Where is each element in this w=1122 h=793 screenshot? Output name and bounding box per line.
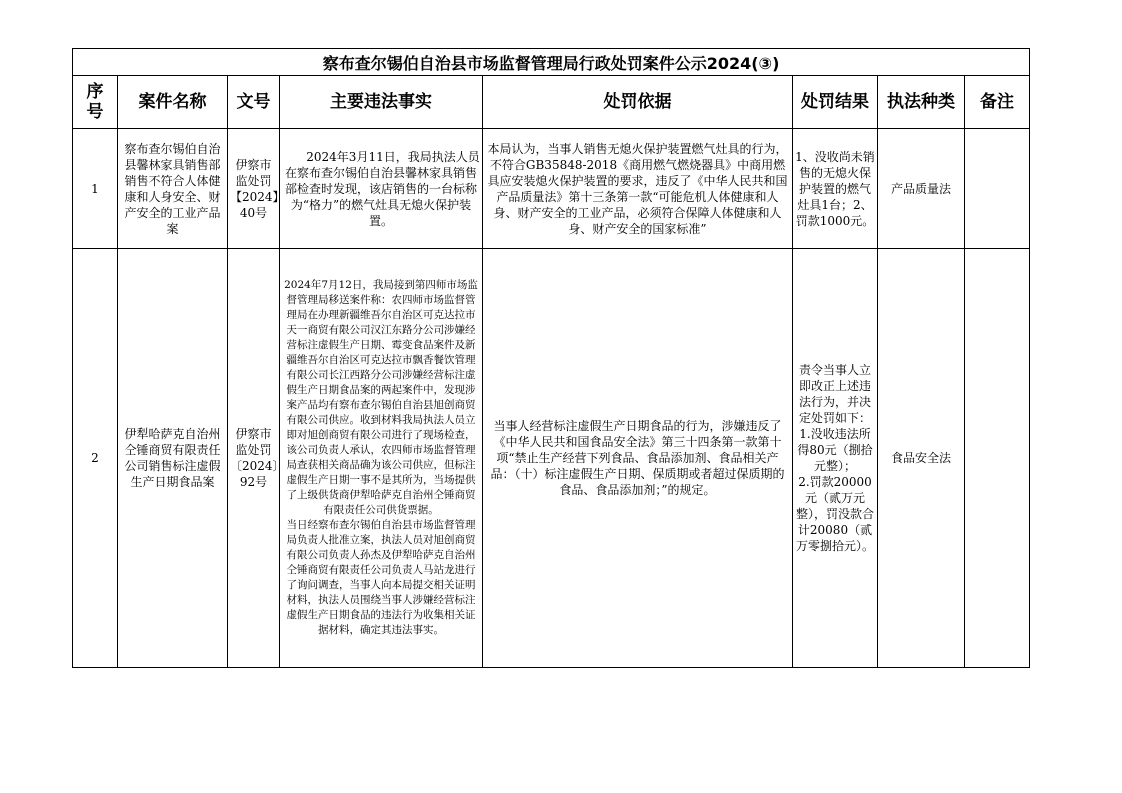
table-row — [73, 249, 1030, 668]
facts-paragraph-2: 当日经察布查尔锡伯自治县市场监督管理局负责人批准立案，执法人员对旭创商贸有限公司负责人孙杰及伊犁哈萨克自治州仝锤商贸有限责任公司负责人马站龙进行了询问调查，当事人向本局提交相关证明材料，执法人员围绕当事人涉嫌经营标注虚假生产日期食品的违法行为收集相关证据材料，确定其违法事实。 — [286, 519, 476, 636]
cell-doc-no: 伊察市监处罚【2024】40号 — [228, 129, 280, 249]
header-seq: 序 号 — [73, 76, 118, 129]
header-result: 处罚结果 — [793, 76, 878, 129]
cell-facts: 2024年3月11日，我局执法人员在察布查尔锡伯自治县馨林家具销售部检查时发现，该店销售的一台标称为“格力”的燃气灶具无熄火保护装置。 — [280, 129, 483, 249]
header-basis: 处罚依据 — [483, 76, 793, 129]
cell-facts — [280, 249, 483, 668]
cell-seq: 2 — [73, 249, 118, 668]
header-remark: 备注 — [965, 76, 1030, 129]
cell-basis: 本局认为，当事人销售无熄火保护装置燃气灶具的行为，不符合GB35848-2018《商用燃气燃烧器具》中商用燃具应安装熄火保护装置的要求，违反了《中华人民共和国产品质量法》第十三条第一款“可能危机人体健康和人身、财产安全的工业产品，必须符合保障人体健康和人身、财产安全的国家标准” — [483, 129, 793, 249]
cell-remark — [965, 249, 1030, 668]
header-law-type: 执法种类 — [878, 76, 965, 129]
cell-result: 1、没收尚未销售的无熄火保护装置的燃气灶具1台；2、罚款1000元。 — [793, 129, 878, 249]
facts-paragraph-1: 2024年7月12日，我局接到第四师市场监督管理局移送案件称：农四师市场监督管理局在办理新疆维吾尔自治区可克达拉市天一商贸有限公司汉江东路分公司涉嫌经营标注虚假生产日期、霉变食品案件及新疆维吾尔自治区可克达拉市飘香餐饮管理有限公司长江西路分公司涉嫌经营标注虚假生产日期食品案的两起案件中，发现涉案产品均有察布查尔锡伯自治县旭创商贸有限公司供应。收到材料我局执法人员立即对旭创商贸有限公司进行了现场检查，该公司负责人承认，农四师市场监督管理局查获相关商品确为该公司供应，但标注虚假生产日期一事不是其所为，当场提供了上级供货商伊犁哈萨克自治州仝锤商贸有限责任公司供货票据。 — [284, 279, 478, 516]
header-row — [73, 76, 1030, 129]
penalty-disclosure-table — [72, 48, 1030, 668]
cell-seq: 1 — [73, 129, 118, 249]
cell-case-name: 察布查尔锡伯自治县馨林家具销售部销售不符合人体健康和人身安全、财产安全的工业产品案 — [118, 129, 228, 249]
cell-law-type: 食品安全法 — [878, 249, 965, 668]
header-case-name: 案件名称 — [118, 76, 228, 129]
cell-basis: 当事人经营标注虚假生产日期食品的行为，涉嫌违反了《中华人民共和国食品安全法》第三十四条第一款第十项“禁止生产经营下列食品、食品添加剂、食品相关产品：（十）标注虚假生产日期、保质期或者超过保质期的食品、食品添加剂；”的规定。 — [483, 249, 793, 668]
cell-law-type: 产品质量法 — [878, 129, 965, 249]
table-row — [73, 129, 1030, 249]
header-facts: 主要违法事实 — [280, 76, 483, 129]
cell-doc-no: 伊察市监处罚〔2024〕92号 — [228, 249, 280, 668]
cell-remark — [965, 129, 1030, 249]
cell-case-name: 伊犁哈萨克自治州仝锤商贸有限责任公司销售标注虚假生产日期食品案 — [118, 249, 228, 668]
header-doc-no: 文号 — [228, 76, 280, 129]
cell-result: 责令当事人立即改正上述违法行为，并决定处罚如下： 1.没收违法所得80元（捌拾元整）； 2.罚款20000元（贰万元整），罚没款合计20080（贰万零捌拾元）。 — [793, 249, 878, 668]
page-title: 察布查尔锡伯自治县市场监督管理局行政处罚案件公示2024(③) — [73, 49, 1030, 76]
